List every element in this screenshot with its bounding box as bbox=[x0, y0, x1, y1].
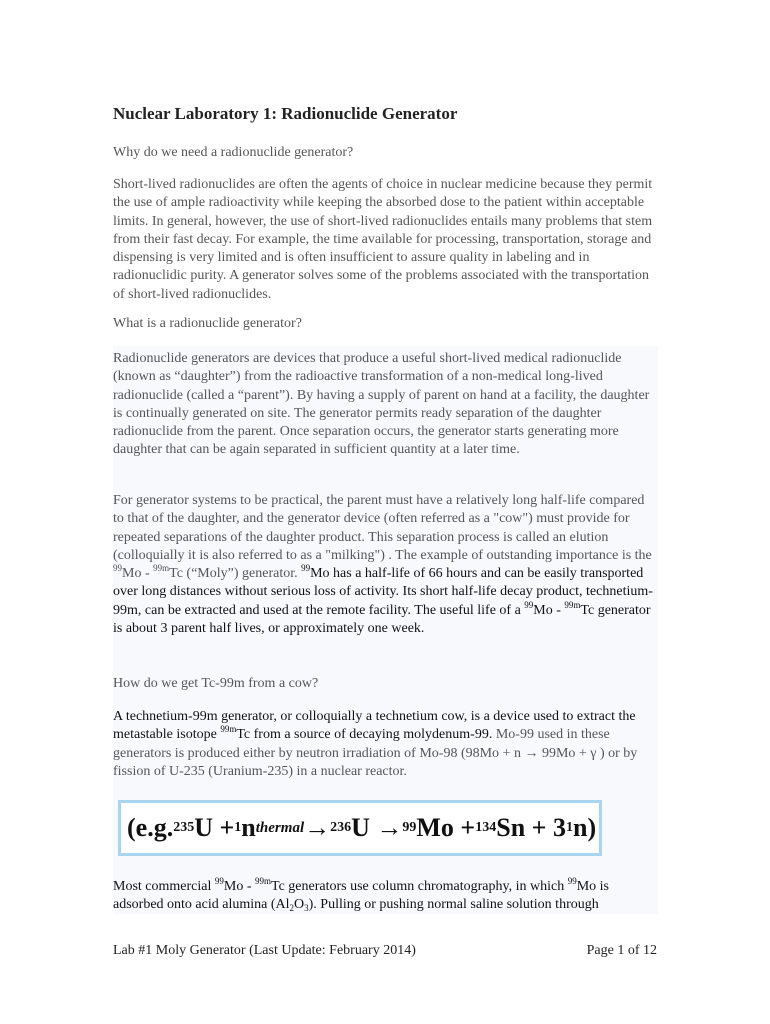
footer-lab-title: Lab #1 Moly Generator (Last Update: February 2014) bbox=[113, 943, 416, 958]
paragraph-technetium-cow: A technetium-99m generator, or colloquially a technetium cow, is a device used to extract the metastable isotope $^{99m}$Tc from a source of decaying molydenum-99. Mo-99 used in these generators is produced either by neutron irradiation of Mo-98 (98Mo + n → 99Mo + γ ) or by fission of U-235 (Uranium-235) in a nuclear reactor. bbox=[113, 709, 638, 779]
fission-equation-box: (e.g. 235 U + 1 n thermal → 236 U → 99 Mo + 134 Sn + 3 1 n) bbox=[118, 800, 602, 856]
question-tc99m-cow: How do we get Tc-99m from a cow? bbox=[113, 676, 319, 691]
footer-page-number: Page 1 of 12 bbox=[586, 943, 657, 958]
question-why-generator: Why do we need a radionuclide generator? bbox=[113, 145, 354, 160]
question-what-generator: What is a radionuclide generator? bbox=[113, 316, 302, 331]
paragraph-generator-definition: Radionuclide generators are devices that produce a useful short-lived medical radionuclide (known as “daughter”) from the radioactive transformation of a non-medical long-lived radionuclide (called a “parent”). By having a supply of parent on hand at a facility, the daughter is continually generated on site. The generator permits ready separation of the daughter radionuclide from the parent. Once separation occurs, the generator starts generating more daughter that can be again separated in sufficient quantity at a later time. bbox=[113, 351, 650, 458]
paragraph-generator-practical: For generator systems to be practical, the parent must have a relatively long half-life compared to that of the daughter, and the generator device (often referred as a "cow") must provide for repeated separations of the daughter product. This separation process is called an elution (colloquially it is also referred to as a "milking") . The example of outstanding importance is the $^{99}$Mo - $^{99m}$Tc (“Moly”) generator. $^{99}$Mo has a half-life of 66 hours and can be easily transported over long distances without serious loss of activity. Its short half-life decay product, technetium-99m, can be extracted and used at the remote facility. The useful life of a $^{99}$Mo - $^{99m}$Tc generator is about 3 parent half lives, or approximately one week. bbox=[113, 493, 653, 637]
document-title: Nuclear Laboratory 1: Radionuclide Generator bbox=[113, 104, 458, 123]
paragraph-column-chromatography: Most commercial $^{99}$Mo - $^{99m}$Tc generators use column chromatography, in which $^{99}$Mo is adsorbed onto acid alumina $(Al_2O_3)$. Pulling or pushing normal saline solution through bbox=[113, 876, 609, 914]
paragraph-short-lived: Short-lived radionuclides are often the agents of choice in nuclear medicine because they permit the use of ample radioactivity while keeping the absorbed dose to the patient within acceptable limits. In general, however, the use of short-lived radionuclides entails many problems that stem from their fast decay. For example, the time available for processing, transportation, storage and dispensing is very limited and is often insufficient to assure quality in labeling and in radionuclidic purity. A generator solves some of the problems associated with the transportation of short-lived radionuclides. bbox=[113, 177, 653, 302]
